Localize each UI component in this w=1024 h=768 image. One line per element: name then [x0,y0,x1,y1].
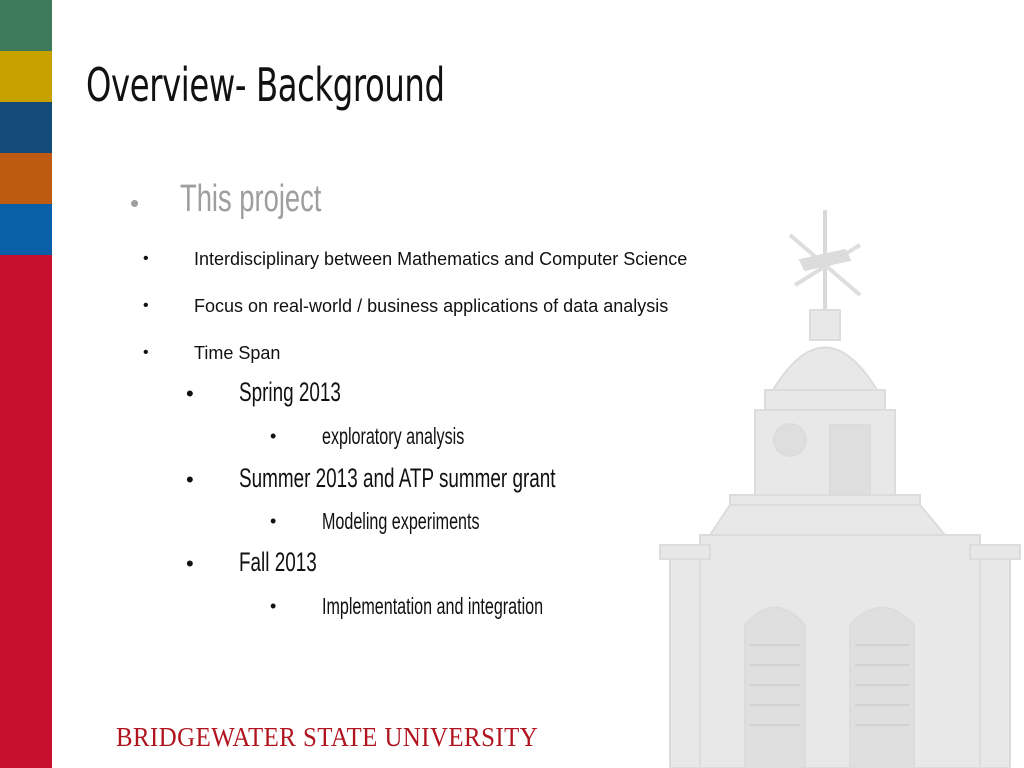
bullet-glyph: • [130,188,140,218]
bullet-level0: This project [180,178,322,220]
bullet-glyph: • [270,511,277,531]
bullet-glyph: • [186,381,194,406]
bullet-glyph: • [143,297,149,314]
bullet-level1: Focus on real-world / business applications of data analysis [194,296,669,316]
bullet-level3: Modeling experiments [322,508,480,534]
bullet-level1: Interdisciplinary between Mathematics and Computer Science [194,249,688,269]
bullet-glyph: • [186,467,194,492]
bullet-level2: Fall 2013 [239,547,317,577]
slide-title: Overview- Background [86,58,445,112]
bullet-glyph: • [143,344,149,361]
bullet-glyph: • [270,596,277,616]
university-logo-text: BRIDGEWATER STATE UNIVERSITY [116,722,539,752]
bullet-level2: Spring 2013 [239,377,341,407]
bullet-glyph: • [270,426,277,446]
bullet-level2: Summer 2013 and ATP summer grant [239,463,556,493]
bullet-glyph: • [143,250,149,267]
bullet-glyph: • [186,551,194,576]
bullet-level3: Implementation and integration [322,593,544,619]
bullet-level1: Time Span [194,343,281,363]
bullet-level3: exploratory analysis [322,423,465,449]
